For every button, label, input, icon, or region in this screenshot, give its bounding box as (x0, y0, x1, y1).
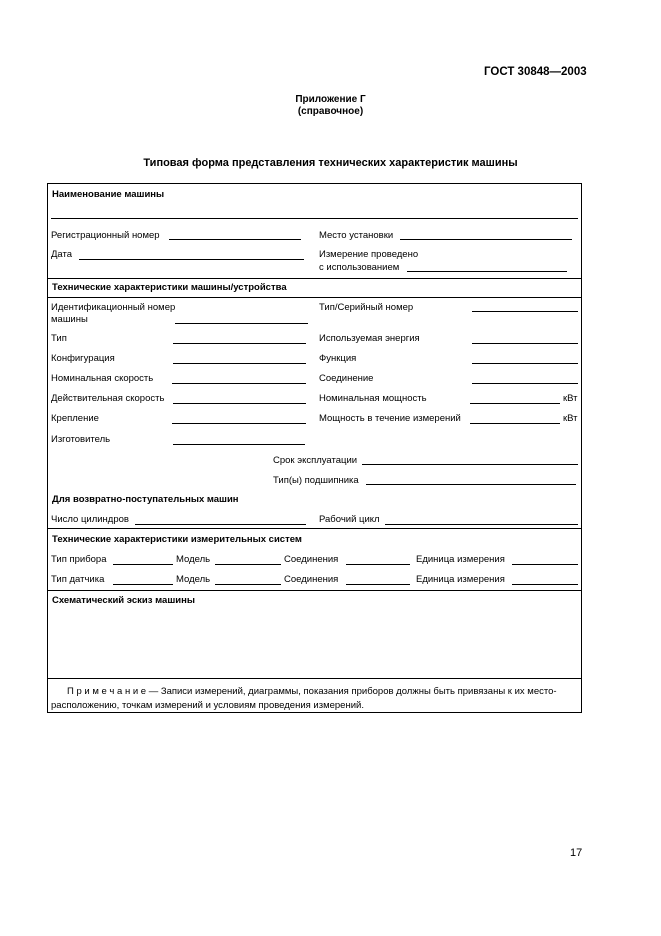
type-label: Тип (51, 333, 67, 344)
actual-speed-field[interactable] (173, 403, 306, 404)
date-label: Дата (51, 249, 73, 260)
id-number-label-line1: Идентификационный номер (51, 302, 176, 313)
cylinders-label: Число цилиндров (51, 514, 129, 525)
section-divider (47, 278, 582, 279)
model-field[interactable] (215, 584, 281, 585)
nominal-speed-field[interactable] (172, 383, 306, 384)
bearing-type-field[interactable] (366, 484, 576, 485)
mounting-label: Крепление (51, 413, 99, 424)
connections-label: Соединения (284, 574, 339, 585)
nominal-power-unit: кВт (563, 393, 578, 404)
connections-field[interactable] (346, 584, 410, 585)
manufacturer-label: Изготовитель (51, 434, 111, 445)
appendix-title: Приложение Г (295, 94, 366, 105)
config-field[interactable] (173, 363, 306, 364)
work-cycle-label: Рабочий цикл (319, 514, 380, 525)
page-number: 17 (570, 847, 583, 859)
reg-number-label: Регистрационный номер (51, 230, 160, 241)
sensor-type-field[interactable] (113, 584, 173, 585)
energy-label: Используемая энергия (319, 333, 420, 344)
machine-specs-heading: Технические характеристики машины/устройства (52, 282, 287, 293)
nominal-speed-label: Номинальная скорость (51, 373, 154, 384)
nominal-power-field[interactable] (470, 403, 560, 404)
measure-label-line2: с использованием (319, 262, 400, 273)
machine-name-heading: Наименование машины (52, 189, 165, 200)
id-number-field[interactable] (175, 323, 308, 324)
service-life-label: Срок эксплуатации (273, 455, 358, 466)
appendix-type: (справочное) (297, 106, 364, 117)
actual-speed-label: Действительная скорость (51, 393, 165, 404)
connection-field[interactable] (472, 383, 578, 384)
model-field[interactable] (215, 564, 281, 565)
unit-field[interactable] (512, 584, 578, 585)
install-place-field[interactable] (400, 239, 572, 240)
bearing-type-label: Тип(ы) подшипника (273, 475, 359, 486)
connections-field[interactable] (346, 564, 410, 565)
machine-name-field[interactable] (51, 218, 578, 219)
function-label: Функция (319, 353, 357, 364)
measure-label-line1: Измерение проведено (319, 249, 419, 260)
type-serial-label: Тип/Серийный номер (319, 302, 414, 313)
model-label: Модель (176, 554, 211, 565)
appendix-heading (0, 94, 661, 118)
model-label: Модель (176, 574, 211, 585)
mounting-field[interactable] (172, 423, 306, 424)
service-life-field[interactable] (362, 464, 578, 465)
work-cycle-field[interactable] (385, 524, 578, 525)
measuring-systems-heading: Технические характеристики измерительных систем (52, 534, 302, 545)
reg-number-field[interactable] (169, 239, 301, 240)
measure-field[interactable] (407, 271, 567, 272)
unit-label: Единица измерения (416, 554, 505, 565)
power-during-unit: кВт (563, 413, 578, 424)
energy-field[interactable] (472, 343, 578, 344)
id-number-label-line2: машины (51, 314, 88, 325)
install-place-label: Место установки (319, 230, 394, 241)
cylinders-field[interactable] (135, 524, 306, 525)
nominal-power-label: Номинальная мощность (319, 393, 427, 404)
type-field[interactable] (173, 343, 306, 344)
section-divider (47, 590, 582, 591)
section-divider (47, 297, 582, 298)
form-note: П р и м е ч а н и е — Записи измерений, диаграммы, показания приборов должны быть привязаны к их место-расположению, точкам измерений и условиям проведения измерений. (51, 686, 557, 711)
device-type-field[interactable] (113, 564, 173, 565)
connections-label: Соединения (284, 554, 339, 565)
power-during-label: Мощность в течение измерений (319, 413, 461, 424)
function-field[interactable] (472, 363, 578, 364)
date-field[interactable] (79, 259, 304, 260)
recip-machines-heading: Для возвратно-поступательных машин (52, 494, 239, 505)
device-type-label: Тип прибора (51, 554, 107, 565)
connection-label: Соединение (319, 373, 374, 384)
sensor-type-label: Тип датчика (51, 574, 105, 585)
power-during-field[interactable] (470, 423, 560, 424)
unit-label: Единица измерения (416, 574, 505, 585)
sketch-area[interactable] (50, 610, 579, 676)
form-title: Типовая форма представления технических характеристик машины (143, 157, 518, 169)
section-divider (47, 678, 582, 679)
type-serial-field[interactable] (472, 311, 578, 312)
unit-field[interactable] (512, 564, 578, 565)
manufacturer-field[interactable] (173, 444, 305, 445)
config-label: Конфигурация (51, 353, 115, 364)
sketch-heading: Схематический эскиз машины (52, 595, 195, 606)
section-divider (47, 528, 582, 529)
document-id: ГОСТ 30848—2003 (484, 66, 587, 78)
